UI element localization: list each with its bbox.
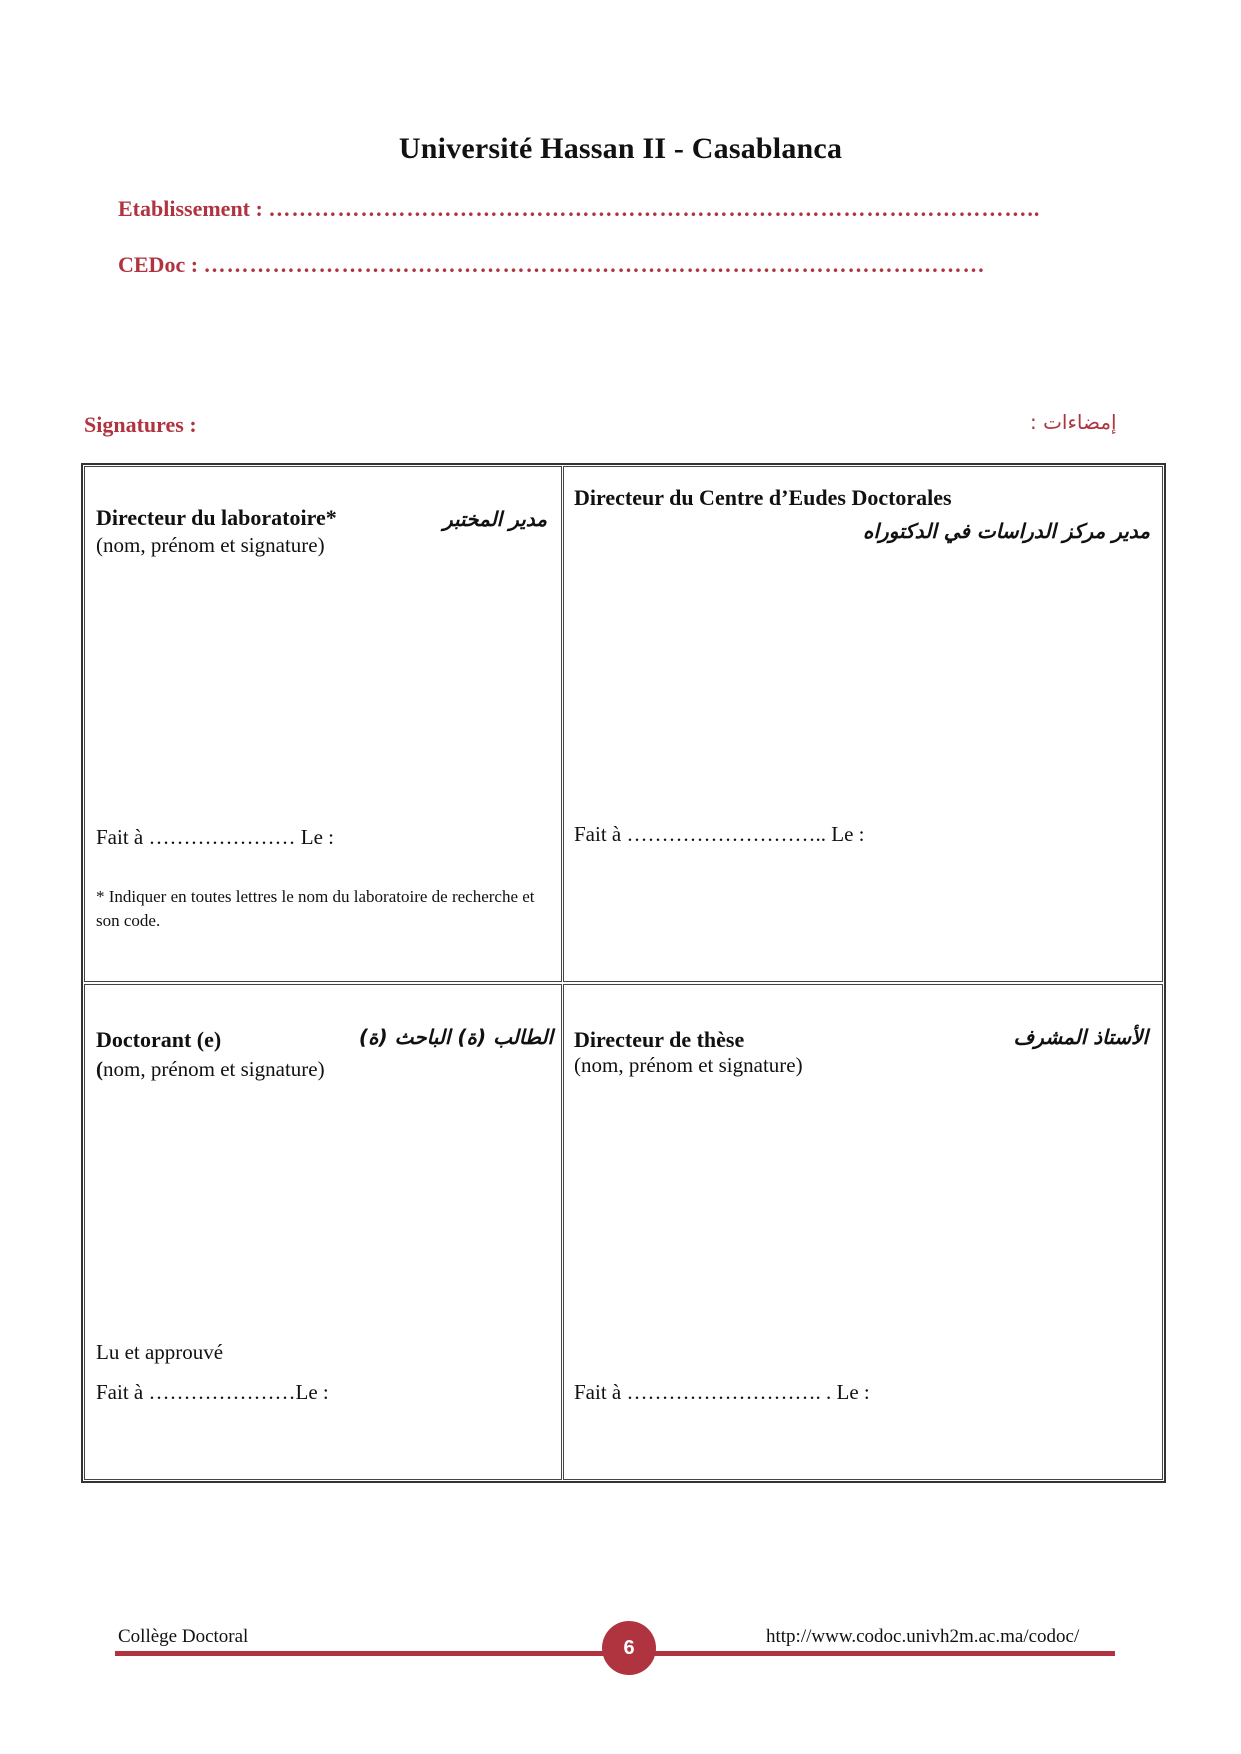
signatures-label-arabic: إمضاءات : [1030, 410, 1117, 434]
doctorant-fait: Fait à …………………Le : [96, 1380, 329, 1404]
cedoc-dots: ………………………………………………………………………………………… [203, 252, 986, 277]
cedoc-field [118, 252, 1178, 278]
ced-director-title: Directeur du Centre d’Eudes Doctorales [574, 485, 952, 510]
doctorant-title: Doctorant (e) [96, 1027, 222, 1052]
ced-director-cell [563, 466, 1163, 982]
ced-director-title-arabic: مدير مركز الدراسات في الدكتوراه [863, 519, 1150, 543]
lab-director-subtitle: (nom, prénom et signature) [96, 533, 325, 557]
doctorant-title-arabic: الطالب (ة) الباحث (ة) [358, 1025, 553, 1049]
footer-college: Collège Doctoral [118, 1626, 249, 1647]
ced-director-fait: Fait à ……………………….. Le : [574, 822, 865, 846]
lab-director-cell [84, 466, 562, 982]
signatures-label: Signatures : [84, 412, 197, 437]
lab-director-title: Directeur du laboratoire* [96, 505, 337, 530]
doctorant-approved: Lu et approuvé [96, 1340, 224, 1364]
page-number-badge: 6 [602, 1621, 656, 1675]
doctorant-cell [84, 984, 562, 1480]
thesis-director-subtitle: (nom, prénom et signature) [574, 1053, 803, 1077]
footer-url[interactable]: http://www.codoc.univh2m.ac.ma/codoc/ [766, 1626, 1080, 1647]
etablissement-field [118, 196, 1178, 222]
lab-director-note: * Indiquer en toutes lettres le nom du laboratoire de recherche et son code. [96, 887, 535, 930]
doctorant-subtitle-paren: ( [96, 1057, 103, 1081]
lab-director-fait: Fait à ………………… Le : [96, 825, 334, 849]
thesis-director-cell [563, 984, 1163, 1480]
etablissement-dots: ……………………………………………………………………………………….. [268, 196, 1041, 221]
thesis-director-fait: Fait à ………………………. . Le : [574, 1380, 870, 1404]
page-title: Université Hassan II - Casablanca [398, 132, 843, 165]
doctorant-subtitle [96, 1057, 325, 1082]
etablissement-label: Etablissement : [118, 196, 263, 221]
cedoc-label: CEDoc : [118, 252, 199, 277]
thesis-director-title-arabic: الأستاذ المشرف [1013, 1025, 1148, 1049]
doctorant-subtitle-text: nom, prénom et signature) [103, 1057, 325, 1081]
lab-director-title-arabic: مدير المختبر [442, 507, 547, 531]
thesis-director-title: Directeur de thèse [574, 1027, 745, 1052]
